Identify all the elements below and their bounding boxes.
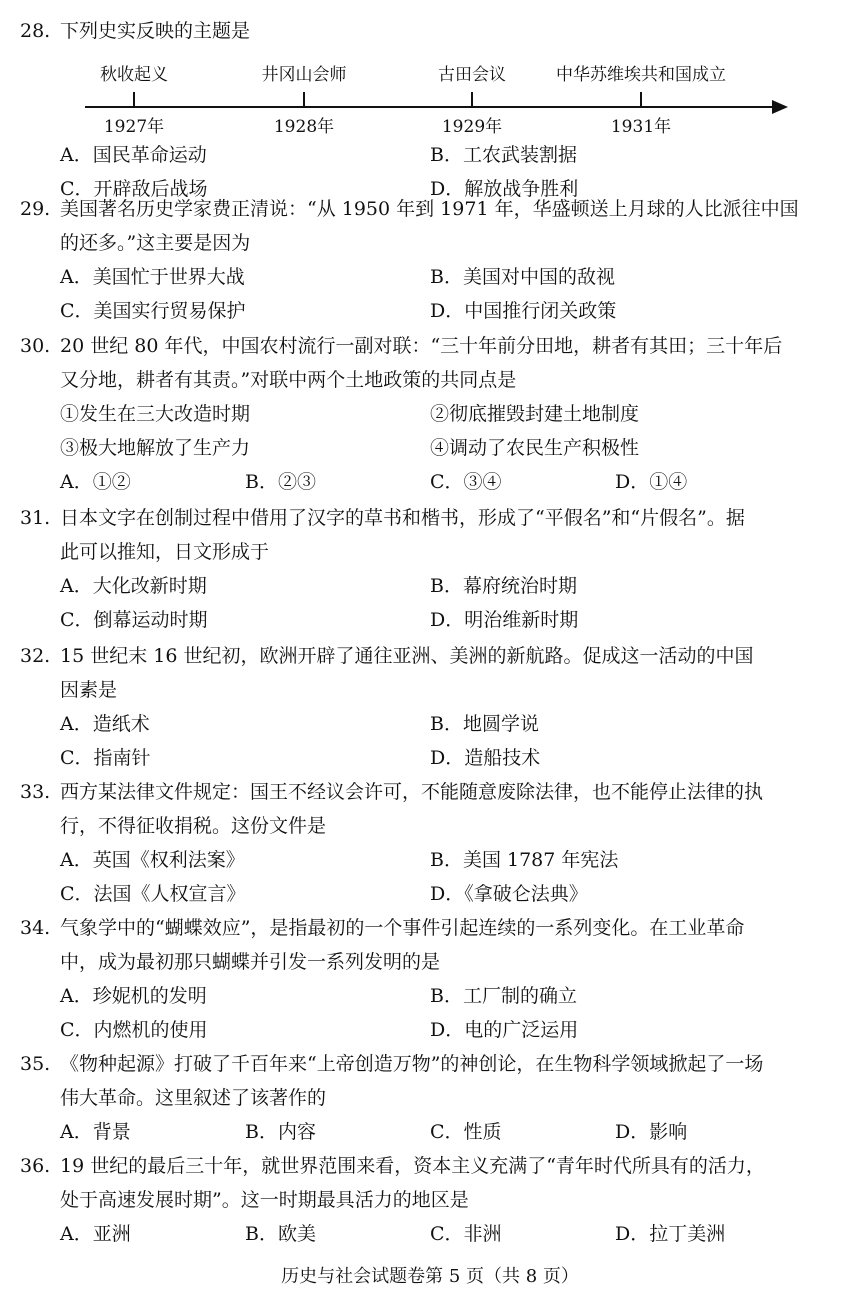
question-number: 29.: [20, 198, 51, 220]
question-33: [20, 775, 846, 911]
option-b: B．工农武装割据: [430, 144, 577, 166]
question-stem-continued: 因素是: [60, 679, 118, 701]
option-b: B．美国 1787 年宪法: [430, 849, 619, 871]
option-d: D．拉丁美洲: [615, 1223, 726, 1245]
question-31: [20, 501, 846, 637]
option-a: A．①②: [60, 471, 131, 493]
timeline-event: 秋收起义: [100, 65, 168, 85]
timeline-tick: [471, 92, 473, 106]
timeline-year: 1928年: [273, 117, 335, 137]
option-c: C．内燃机的使用: [60, 1019, 208, 1041]
timeline-diagram: [20, 48, 846, 138]
question-stem: 下列史实反映的主题是: [60, 20, 251, 42]
question-stem: 日本文字在创制过程中借用了汉字的草书和楷书，形成了“平假名”和“片假名”。据: [60, 507, 745, 529]
timeline-year: 1927年: [103, 117, 165, 137]
statement-2: ②彻底摧毁封建土地制度: [430, 403, 640, 425]
statement-4: ④调动了农民生产积极性: [430, 437, 640, 459]
question-stem: 气象学中的“蝴蝶效应”，是指最初的一个事件引起连续的一系列变化。在工业革命: [60, 917, 745, 939]
timeline-axis: [85, 106, 775, 108]
option-c: C．法国《人权宣言》: [60, 883, 246, 905]
timeline-tick: [133, 92, 135, 106]
statement-1: ①发生在三大改造时期: [60, 403, 251, 425]
option-d: D．电的广泛运用: [430, 1019, 579, 1041]
question-stem-continued: 伟大革命。这里叙述了该著作的: [60, 1087, 327, 1109]
option-d: D．中国推行闭关政策: [430, 300, 617, 322]
timeline-event: 井冈山会师: [261, 65, 347, 85]
option-b: B．②③: [245, 471, 316, 493]
option-c: C．美国实行贸易保护: [60, 300, 246, 322]
question-28: [20, 14, 846, 206]
question-stem: 西方某法律文件规定：国王不经议会许可，不能随意废除法律，也不能停止法律的执: [60, 781, 764, 803]
question-stem-continued: 中，成为最初那只蝴蝶并引发一系列发明的是: [60, 951, 441, 973]
question-stem: 19 世纪的最后三十年，就世界范围来看，资本主义充满了“青年时代所具有的活力，: [60, 1155, 765, 1177]
question-stem: 美国著名历史学家费正清说：“从 1950 年到 1971 年，华盛顿送上月球的人比派往中国: [60, 198, 799, 220]
question-stem-continued: 此可以推知，日文形成于: [60, 541, 270, 563]
question-30: [20, 329, 846, 499]
option-c: C．非洲: [430, 1223, 502, 1245]
option-d: D．明治维新时期: [430, 609, 579, 631]
question-number: 30.: [20, 335, 51, 357]
option-b: B．美国对中国的敌视: [430, 266, 615, 288]
question-stem-continued: 行，不得征收捐税。这份文件是: [60, 815, 327, 837]
question-number: 28.: [20, 20, 51, 42]
option-c: C．开辟敌后战场: [60, 178, 208, 200]
option-a: A．亚洲: [60, 1223, 131, 1245]
question-number: 34.: [20, 917, 51, 939]
option-d: D．造船技术: [430, 747, 541, 769]
option-d: D．解放战争胜利: [430, 178, 579, 200]
question-36: [20, 1149, 846, 1251]
timeline-arrow-icon: [772, 100, 788, 114]
question-number: 35.: [20, 1053, 51, 1075]
question-35: [20, 1047, 846, 1149]
option-c: C．倒幕运动时期: [60, 609, 208, 631]
option-a: A．美国忙于世界大战: [60, 266, 245, 288]
option-a: A．珍妮机的发明: [60, 985, 207, 1007]
option-b: B．工厂制的确立: [430, 985, 577, 1007]
option-b: B．内容: [245, 1121, 316, 1143]
question-number: 32.: [20, 645, 51, 667]
timeline-event: 古田会议: [438, 65, 506, 85]
question-stem-continued: 处于高速发展时期”。这一时期最具活力的地区是: [60, 1189, 469, 1211]
timeline-tick: [303, 92, 305, 106]
question-number: 31.: [20, 507, 51, 529]
option-d: D．影响: [615, 1121, 688, 1143]
timeline-year: 1931年: [610, 117, 672, 137]
option-d: D．《拿破仑法典》: [430, 883, 588, 905]
question-32: [20, 639, 846, 775]
option-b: B．地圆学说: [430, 713, 539, 735]
question-34: [20, 911, 846, 1047]
timeline-year: 1929年: [441, 117, 503, 137]
option-b: B．欧美: [245, 1223, 316, 1245]
option-a: A．背景: [60, 1121, 131, 1143]
option-b: B．幕府统治时期: [430, 575, 577, 597]
timeline-event: 中华苏维埃共和国成立: [556, 65, 726, 85]
option-a: A．国民革命运动: [60, 144, 207, 166]
question-number: 33.: [20, 781, 51, 803]
timeline-tick: [640, 92, 642, 106]
question-number: 36.: [20, 1155, 51, 1177]
option-c: C．指南针: [60, 747, 151, 769]
option-c: C．性质: [430, 1121, 502, 1143]
option-a: A．大化改新时期: [60, 575, 207, 597]
option-c: C．③④: [430, 471, 502, 493]
statement-3: ③极大地解放了生产力: [60, 437, 251, 459]
question-stem: 20 世纪 80 年代，中国农村流行一副对联：“三十年前分田地，耕者有其田；三十年后: [60, 335, 783, 357]
page-footer: 历史与社会试题卷第 5 页（共 8 页）: [281, 1266, 579, 1287]
question-stem: 《物种起源》打破了千百年来“上帝创造万物”的神创论，在生物科学领域掀起了一场: [60, 1053, 764, 1075]
question-stem: 15 世纪末 16 世纪初，欧洲开辟了通往亚洲、美洲的新航路。促成这一活动的中国: [60, 645, 754, 667]
option-a: A．英国《权利法案》: [60, 849, 245, 871]
question-stem-continued: 又分地，耕者有其责。”对联中两个土地政策的共同点是: [60, 369, 517, 391]
option-d: D．①④: [615, 471, 688, 493]
option-a: A．造纸术: [60, 713, 150, 735]
question-stem-continued: 的还多。”这主要是因为: [60, 232, 251, 254]
question-29: [20, 192, 846, 328]
